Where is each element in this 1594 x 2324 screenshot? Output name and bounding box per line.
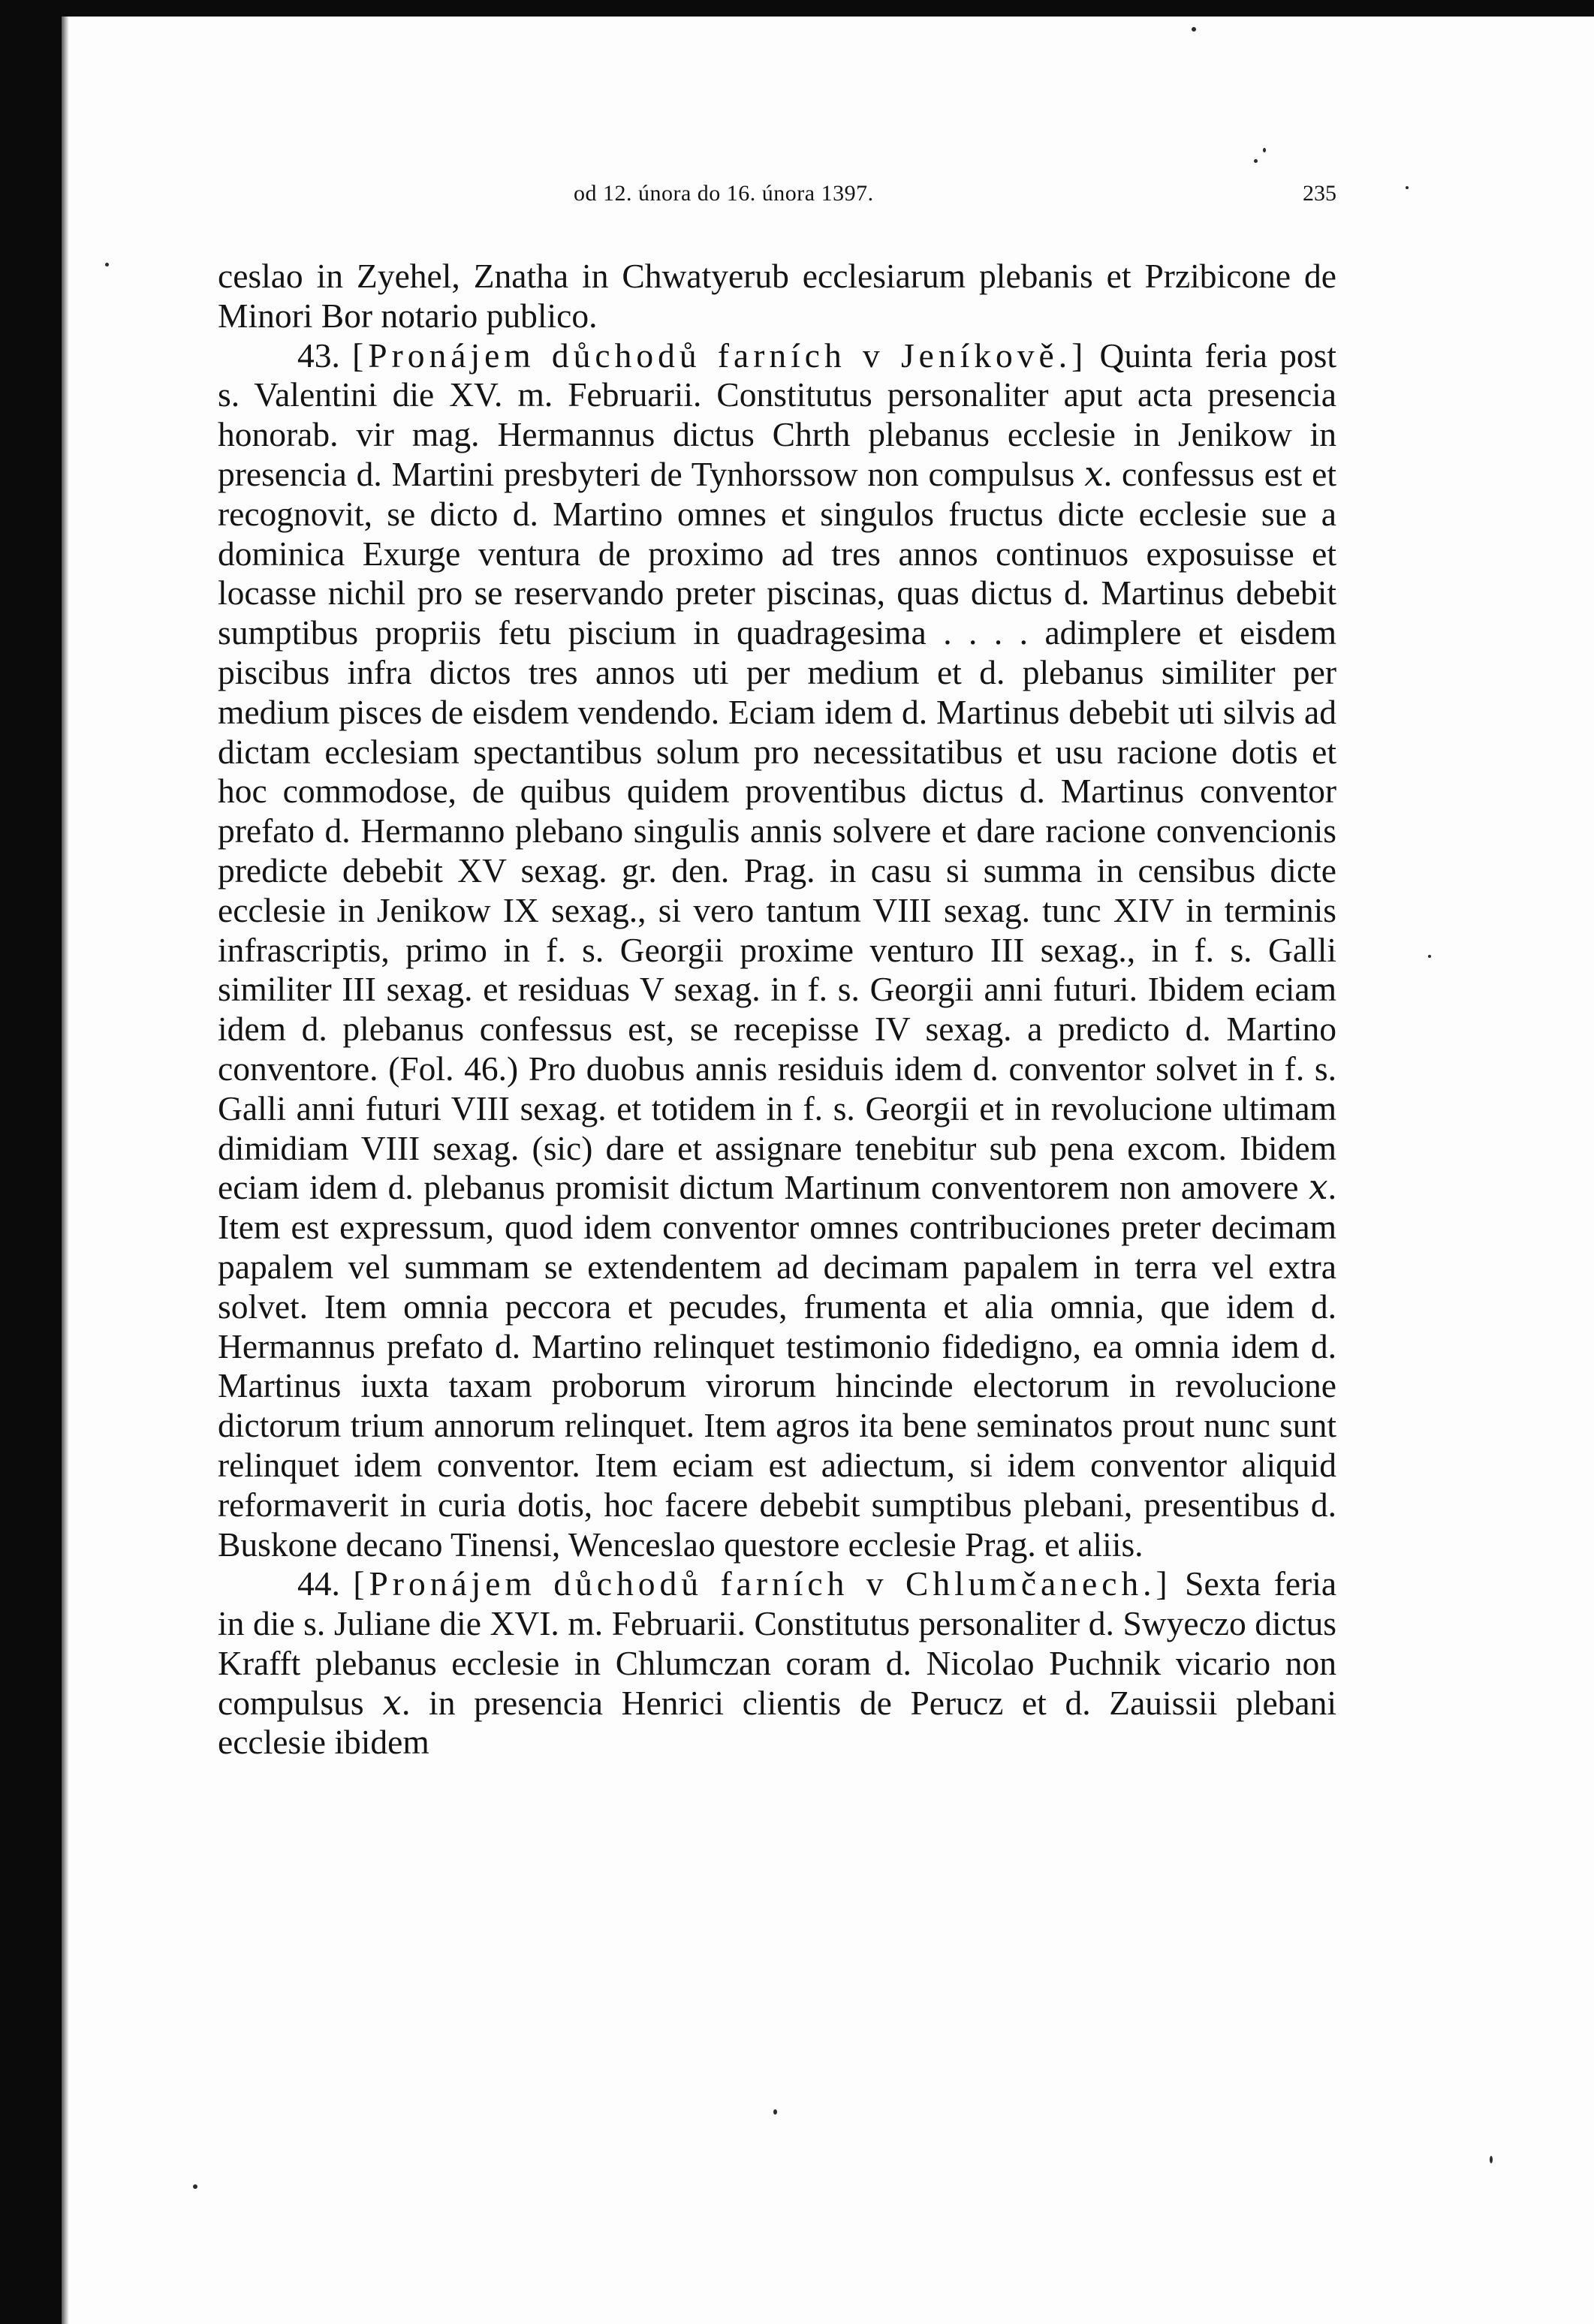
- entry-number: 43.: [297, 336, 340, 375]
- entry-44: [218, 1564, 1336, 1763]
- entry-text: Sexta feria in die s. Juliane die XVI. m. Februarii. Constitutus personaliter d. Swyeczo dictus Krafft plebanus ecclesie in Chlumczan coram d. Nicolao Puchnik vicario non compulsus 𝑥. in presencia Henrici clientis de Perucz et d. Zauissii plebani ecclesie ibidem: [218, 1564, 1337, 1762]
- ink-speck: [1490, 2156, 1493, 2163]
- page-number: 235: [1303, 181, 1336, 206]
- running-header: [218, 179, 1336, 209]
- entry-heading: [Pronájem důchodů farních v Jeníkově.]: [352, 336, 1088, 375]
- entry-text: Quinta feria post s. Valentini die XV. m. Februarii. Constitutus personaliter aput acta presencia honorab. vir mag. Hermannus dictus Chrth plebanus ecclesie in Jenikow in presencia d. Martini presbyteri de Tynhorssow non compulsus 𝑥. confessus est et recognovit, se dicto d. Martino omnes et singulos fructus dicte ecclesie sue a dominica Exurge ventura de proximo ad tres annos continuos exposuisse et locasse nichil pro se reservando preter piscinas, quas dictus d. Martinus debebit sumptibus propriis fetu piscium in quadragesima . . . . adimplere et eisdem piscibus infra dictos tres annos uti per medium et d. plebanus similiter per medium pisces de eisdem vendendo. Eciam idem d. Martinus debebit uti silvis ad dictam ecclesiam spectantibus solum pro necessitatibus et usu racione dotis et hoc commodose, de quibus quidem proventibus dictus d. Martinus conventor prefato d. Hermanno plebano singulis annis solvere et dare racione convencionis predicte debebit XV sexag. gr. den. Prag. in casu si summa in censibus dicte ecclesie in Jenikow IX sexag., si vero tantum VIII sexag. tunc XIV in terminis infrascriptis, primo in f. s. Georgii proxime venturo III sexag., in f. s. Galli similiter III sexag. et residuas V sexag. in f. s. Georgii anni futuri. Ibidem eciam idem d. plebanus confessus est, se recepisse IV sexag. a predicto d. Martino conventore. (Fol. 46.) Pro duobus annis residuis idem d. conventor solvet in f. s. Galli anni futuri VIII sexag. et totidem in f. s. Georgii et in revolucione ultimam dimidiam VIII sexag. (sic) dare et assignare tenebitur sub pena excom. Ibidem eciam idem d. plebanus promisit dictum Martinum conventorem non amovere 𝑥. Item est expressum, quod idem conventor omnes contribuciones preter decimam papalem vel summam se extendentem ad decimam papalem in terra vel extra solvet. Item omnia peccora et pecudes, frumenta et alia omnia, que idem d. Hermannus prefato d. Martino relinquet testimonio fidedigno, ea omnia idem d. Martinus iuxta taxam proborum virorum hincinde electorum in revolucione dictorum trium annorum relinquet. Item agros ita bene seminatos prout nunc sunt relinquet idem conventor. Item eciam est adiectum, si idem conventor aliquid reformaverit in curia dotis, hoc facere debebit sumptibus plebani, presentibus d. Buskone decano Tinensi, Wenceslao questore ecclesie Prag. et aliis.: [218, 336, 1337, 1564]
- ink-speck: [1254, 159, 1258, 163]
- ink-speck: [193, 2184, 197, 2189]
- entry-43: [218, 336, 1336, 1565]
- entry-number: 44.: [297, 1564, 340, 1603]
- ink-speck: [105, 263, 109, 266]
- page-gutter-shadow: [62, 17, 69, 2324]
- entry-heading: [Pronájem důchodů farních v Chlumčanech.]: [353, 1564, 1172, 1603]
- ink-speck: [1263, 148, 1266, 152]
- text-body: [218, 257, 1336, 1763]
- running-title: od 12. února do 16. února 1397.: [574, 181, 874, 206]
- ink-speck: [1428, 955, 1431, 958]
- scan-border-top: [0, 0, 1594, 17]
- ink-speck: [773, 2109, 777, 2115]
- ink-speck: [1192, 27, 1196, 32]
- continuation-paragraph: [218, 257, 1336, 336]
- ink-speck: [1406, 186, 1409, 189]
- paragraph-text: ceslao in Zyehel, Znatha in Chwatyerub ecclesiarum plebanis et Przibicone de Minori Bor notario publico.: [218, 257, 1336, 335]
- scan-border-left: [0, 0, 62, 2324]
